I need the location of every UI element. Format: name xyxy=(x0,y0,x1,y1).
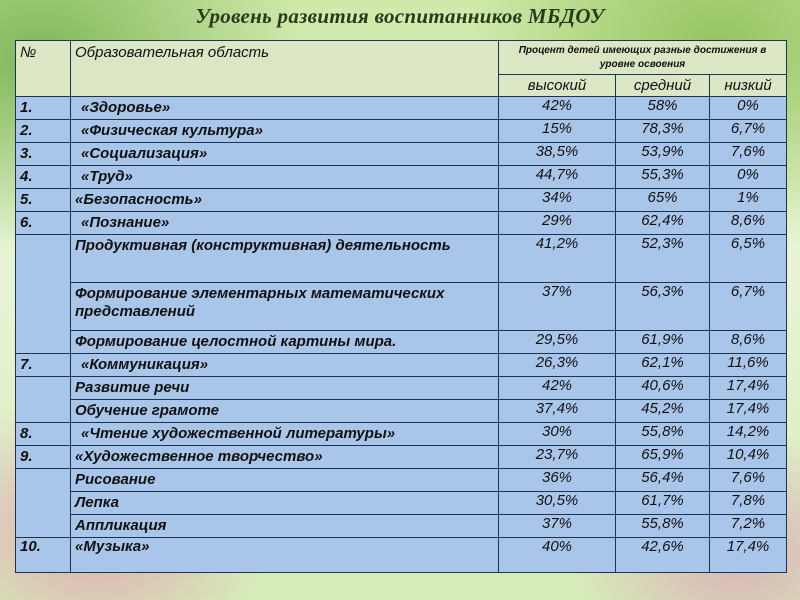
row-high: 26,3% xyxy=(499,354,616,377)
header-area: Образовательная область xyxy=(71,41,499,97)
row-area: «Чтение художественной литературы» xyxy=(71,423,499,446)
row-high: 29,5% xyxy=(499,331,616,354)
row-area: «Безопасность» xyxy=(71,189,499,212)
row-low: 17,4% xyxy=(710,400,787,423)
row-low: 17,4% xyxy=(710,377,787,400)
row-area: Развитие речи xyxy=(71,377,499,400)
row-high: 15% xyxy=(499,120,616,143)
row-high: 36% xyxy=(499,469,616,492)
row-high: 30% xyxy=(499,423,616,446)
row-low: 7,2% xyxy=(710,515,787,538)
row-area: Рисование xyxy=(71,469,499,492)
table-row xyxy=(16,377,787,400)
row-low: 10,4% xyxy=(710,446,787,469)
row-low: 17,4% xyxy=(710,538,787,573)
row-low: 8,6% xyxy=(710,331,787,354)
row-mid: 55,8% xyxy=(616,423,710,446)
table-row xyxy=(16,515,787,538)
table-row xyxy=(16,235,787,283)
row-mid: 40,6% xyxy=(616,377,710,400)
table-row xyxy=(16,97,787,120)
row-high: 40% xyxy=(499,538,616,573)
row-area: Лепка xyxy=(71,492,499,515)
row-high: 37,4% xyxy=(499,400,616,423)
row-mid: 78,3% xyxy=(616,120,710,143)
row-mid: 61,7% xyxy=(616,492,710,515)
row-low: 14,2% xyxy=(710,423,787,446)
row-low: 8,6% xyxy=(710,212,787,235)
row-mid: 56,4% xyxy=(616,469,710,492)
header-num: № xyxy=(16,41,71,97)
row-num-empty xyxy=(16,377,71,423)
row-mid: 61,9% xyxy=(616,331,710,354)
row-area: «Музыка» xyxy=(71,538,499,573)
row-num: 7. xyxy=(16,354,71,377)
row-high: 23,7% xyxy=(499,446,616,469)
row-mid: 52,3% xyxy=(616,235,710,283)
row-num-empty xyxy=(16,469,71,538)
row-area: Продуктивная (конструктивная) деятельность xyxy=(71,235,499,283)
row-low: 6,7% xyxy=(710,120,787,143)
table-row xyxy=(16,423,787,446)
table-row xyxy=(16,283,787,331)
table-row xyxy=(16,120,787,143)
row-area: «Познание» xyxy=(71,212,499,235)
row-low: 6,7% xyxy=(710,283,787,331)
row-num: 5. xyxy=(16,189,71,212)
results-table xyxy=(15,40,787,573)
header-high: высокий xyxy=(499,75,616,97)
row-area: Аппликация xyxy=(71,515,499,538)
table-row xyxy=(16,446,787,469)
table-row xyxy=(16,469,787,492)
row-num: 10. xyxy=(16,538,71,573)
row-area: Обучение грамоте xyxy=(71,400,499,423)
row-num: 4. xyxy=(16,166,71,189)
row-area: Формирование элементарных математических представлений xyxy=(71,283,499,331)
row-low: 6,5% xyxy=(710,235,787,283)
row-high: 38,5% xyxy=(499,143,616,166)
table-row xyxy=(16,189,787,212)
row-high: 41,2% xyxy=(499,235,616,283)
table-row xyxy=(16,492,787,515)
row-low: 7,6% xyxy=(710,469,787,492)
row-mid: 65,9% xyxy=(616,446,710,469)
row-mid: 42,6% xyxy=(616,538,710,573)
row-low: 7,8% xyxy=(710,492,787,515)
row-mid: 55,3% xyxy=(616,166,710,189)
row-low: 11,6% xyxy=(710,354,787,377)
row-low: 0% xyxy=(710,166,787,189)
row-area: «Коммуникация» xyxy=(71,354,499,377)
row-mid: 56,3% xyxy=(616,283,710,331)
row-high: 37% xyxy=(499,515,616,538)
row-num: 3. xyxy=(16,143,71,166)
table-row xyxy=(16,331,787,354)
row-low: 7,6% xyxy=(710,143,787,166)
table-row xyxy=(16,143,787,166)
row-high: 29% xyxy=(499,212,616,235)
row-high: 42% xyxy=(499,97,616,120)
row-area: «Труд» xyxy=(71,166,499,189)
row-num: 6. xyxy=(16,212,71,235)
header-low: низкий xyxy=(710,75,787,97)
row-area: «Физическая культура» xyxy=(71,120,499,143)
row-area: «Социализация» xyxy=(71,143,499,166)
row-low: 0% xyxy=(710,97,787,120)
row-mid: 53,9% xyxy=(616,143,710,166)
page-title: Уровень развития воспитанников МБДОУ xyxy=(195,4,605,28)
table-row xyxy=(16,166,787,189)
row-mid: 62,1% xyxy=(616,354,710,377)
row-high: 44,7% xyxy=(499,166,616,189)
row-mid: 55,8% xyxy=(616,515,710,538)
table-row xyxy=(16,212,787,235)
row-num: 9. xyxy=(16,446,71,469)
row-low: 1% xyxy=(710,189,787,212)
row-mid: 58% xyxy=(616,97,710,120)
table-row xyxy=(16,354,787,377)
row-high: 30,5% xyxy=(499,492,616,515)
header-percent: Процент детей имеющих разные достижения в уровне освоения xyxy=(499,41,787,75)
row-num: 2. xyxy=(16,120,71,143)
row-mid: 45,2% xyxy=(616,400,710,423)
row-mid: 65% xyxy=(616,189,710,212)
row-high: 34% xyxy=(499,189,616,212)
row-area: «Здоровье» xyxy=(71,97,499,120)
row-mid: 62,4% xyxy=(616,212,710,235)
table-row xyxy=(16,400,787,423)
table-header-row xyxy=(16,41,787,75)
row-high: 42% xyxy=(499,377,616,400)
row-num: 1. xyxy=(16,97,71,120)
header-mid: средний xyxy=(616,75,710,97)
table-row xyxy=(16,538,787,573)
row-high: 37% xyxy=(499,283,616,331)
row-num-empty xyxy=(16,235,71,354)
row-num: 8. xyxy=(16,423,71,446)
row-area: Формирование целостной картины мира. xyxy=(71,331,499,354)
row-area: «Художественное творчество» xyxy=(71,446,499,469)
